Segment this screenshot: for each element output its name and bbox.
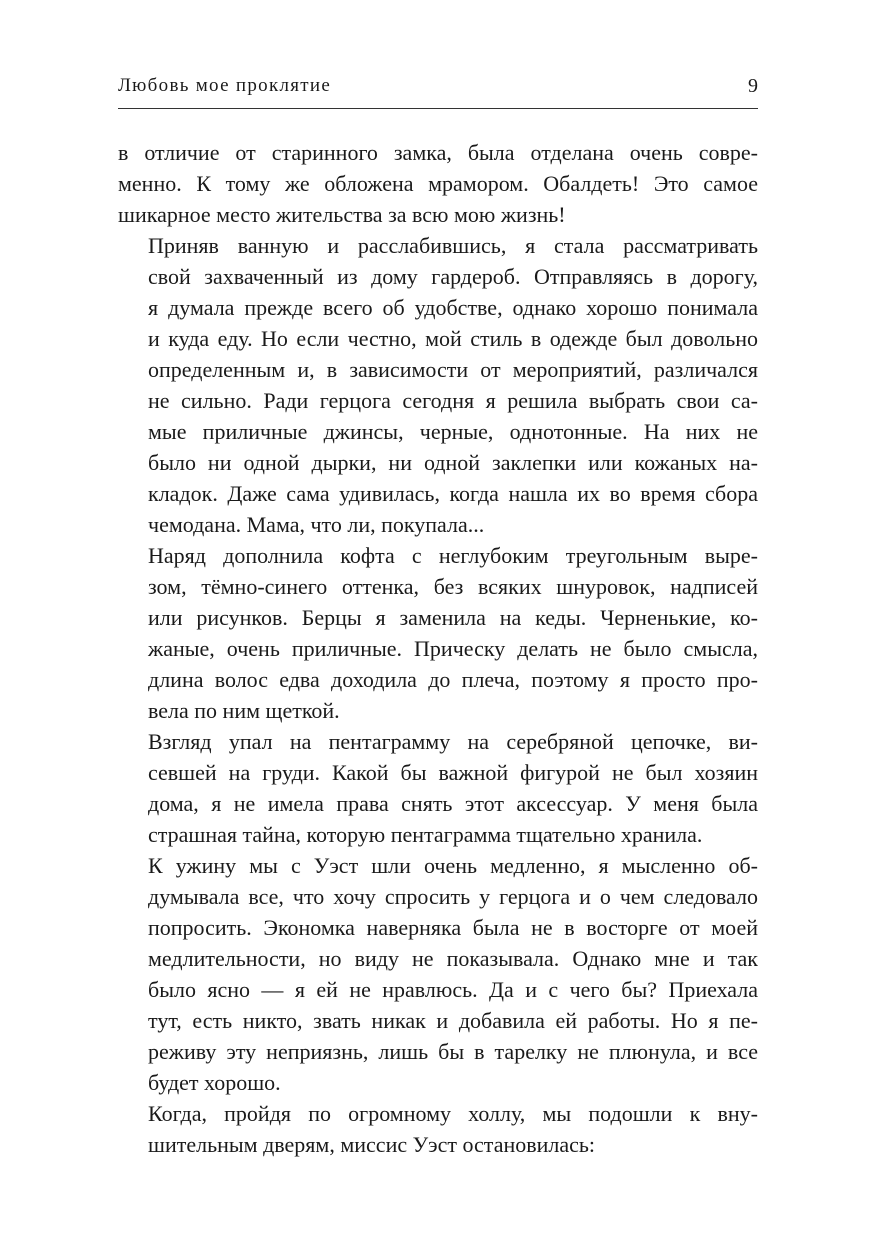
text-line: не сильно. Ради герцога сегодня я решила выбрать свои са-	[148, 388, 758, 413]
text-line: свой захваченный из дому гардероб. Отправляясь в дорогу,	[148, 264, 758, 289]
text-line: чемодана. Мама, что ли, покупала...	[148, 512, 485, 537]
text-line: в отличие от старинного замка, была отделана очень совре-	[118, 140, 758, 165]
text-line: шительным дверям, миссис Уэст остановилась:	[148, 1132, 596, 1157]
text-line: я думала прежде всего об удобстве, однако хорошо понимала	[148, 295, 758, 320]
text-line: шикарное место жительства за всю мою жизнь!	[118, 202, 566, 227]
text-line: зом, тёмно-синего оттенка, без всяких шнуровок, надписей	[148, 574, 758, 599]
text-line: медлительности, но виду не показывала. Однако мне и так	[148, 946, 758, 971]
paragraph	[118, 1098, 758, 1160]
text-line: жаные, очень приличные. Прическу делать не было смысла,	[148, 636, 758, 661]
text-line: определенным и, в зависимости от мероприятий, различался	[148, 357, 758, 382]
text-line: длина волос едва доходила до плеча, поэтому я просто про-	[148, 667, 758, 692]
text-line: дома, я не имела права снять этот аксессуар. У меня была	[148, 791, 758, 816]
text-line: и куда еду. Но если честно, мой стиль в одежде был довольно	[148, 326, 758, 351]
text-line: Когда, пройдя по огромному холлу, мы подошли к вну-	[148, 1101, 758, 1126]
text-line: тут, есть никто, звать никак и добавила ей работы. Но я пе-	[148, 1008, 758, 1033]
paragraph	[118, 540, 758, 726]
paragraph	[118, 230, 758, 540]
text-line: вела по ним щеткой.	[148, 698, 340, 723]
paragraph	[118, 726, 758, 850]
text-line: мые приличные джинсы, черные, однотонные. На них не	[148, 419, 758, 444]
body-text	[118, 137, 758, 1160]
running-title: Любовь мое проклятие	[118, 75, 332, 96]
text-line: кладок. Даже сама удивилась, когда нашла их во время сбора	[148, 481, 758, 506]
text-line: менно. К тому же обложена мрамором. Обалдеть! Это самое	[118, 171, 758, 196]
header-rule	[118, 108, 758, 109]
text-line: было ясно — я ей не нравлюсь. Да и с чего бы? Приехала	[148, 977, 758, 1002]
text-line: попросить. Экономка наверняка была не в восторге от моей	[148, 915, 758, 940]
text-line: будет хорошо.	[148, 1070, 281, 1095]
text-line: Приняв ванную и расслабившись, я стала рассматривать	[148, 233, 758, 258]
text-line: страшная тайна, которую пентаграмма тщательно хранила.	[148, 822, 703, 847]
text-line: думывала все, что хочу спросить у герцога и о чем следовало	[148, 884, 758, 909]
text-line: реживу эту неприязнь, лишь бы в тарелку не плюнула, и все	[148, 1039, 758, 1064]
paragraph	[118, 137, 758, 230]
text-line: севшей на груди. Какой бы важной фигурой не был хозяин	[148, 760, 758, 785]
text-line: Наряд дополнила кофта с неглубоким треугольным выре-	[148, 543, 758, 568]
running-header	[118, 74, 758, 98]
paragraph	[118, 850, 758, 1098]
page-number: 9	[748, 75, 758, 97]
text-line: Взгляд упал на пентаграмму на серебряной цепочке, ви-	[148, 729, 758, 754]
text-line: или рисунков. Берцы я заменила на кеды. Черненькие, ко-	[148, 605, 758, 630]
text-line: К ужину мы с Уэст шли очень медленно, я мысленно об-	[148, 853, 758, 878]
text-line: было ни одной дырки, ни одной заклепки или кожаных на-	[148, 450, 758, 475]
